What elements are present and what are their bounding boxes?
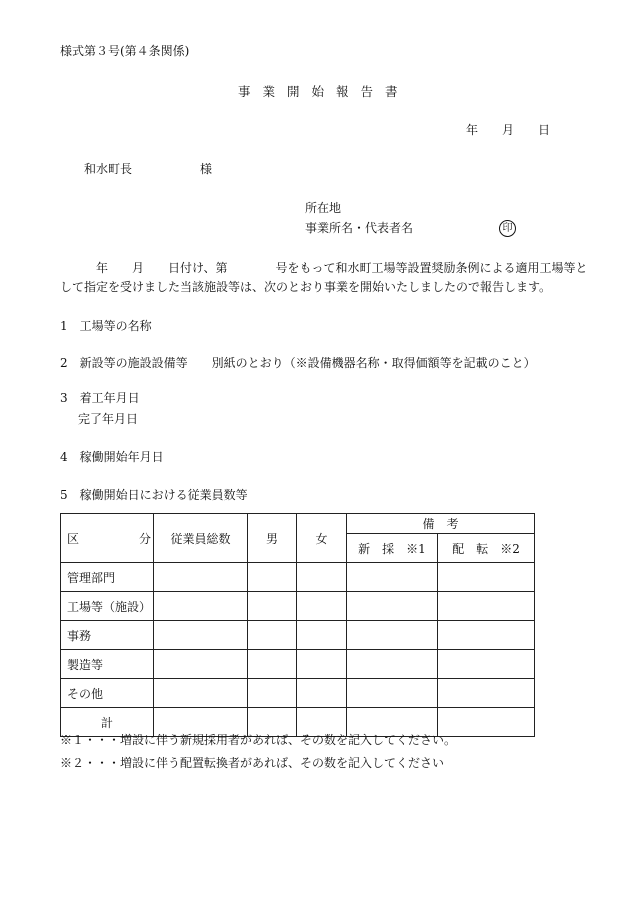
header-remarks: 備 考	[347, 514, 535, 534]
cell-total[interactable]	[154, 621, 248, 650]
table-row	[61, 592, 535, 621]
cell-new-hire[interactable]	[347, 592, 438, 621]
row-label: 製造等	[61, 650, 154, 679]
cell-transfer[interactable]	[438, 679, 535, 708]
header-female: 女	[297, 514, 347, 563]
cell-male[interactable]	[248, 563, 297, 592]
addressee-honorific: 様	[200, 162, 213, 176]
seal-icon: 印	[499, 220, 516, 237]
cell-new-hire[interactable]	[347, 650, 438, 679]
table-row	[61, 563, 535, 592]
cell-transfer[interactable]	[438, 650, 535, 679]
row-label: 管理部門	[61, 563, 154, 592]
item-4: 4 稼働開始年月日	[60, 450, 164, 464]
cell-female[interactable]	[297, 592, 347, 621]
seal-mark	[499, 219, 516, 237]
note-2: ※２・・・増設に伴う配置転換者があれば、その数を記入してください	[60, 756, 445, 770]
cell-transfer[interactable]	[438, 563, 535, 592]
cell-new-hire[interactable]	[347, 563, 438, 592]
cell-total[interactable]	[154, 592, 248, 621]
body-line-2: して指定を受けました当該施設等は、次のとおり事業を開始いたしましたので報告します。	[60, 280, 552, 294]
row-label: 事務	[61, 621, 154, 650]
cell-male[interactable]	[248, 621, 297, 650]
cell-female[interactable]	[297, 679, 347, 708]
table-row	[61, 621, 535, 650]
representative-label: 事業所名・代表者名	[305, 221, 414, 235]
cell-male[interactable]	[248, 679, 297, 708]
table-row	[61, 679, 535, 708]
row-label-total: 計	[61, 708, 154, 737]
item-3-start: 3 着工年月日	[60, 391, 140, 405]
note-1: ※１・・・増設に伴う新規採用者があれば、その数を記入してください。	[60, 733, 457, 747]
employee-table	[60, 513, 535, 737]
table-header-row	[61, 514, 535, 534]
cell-male[interactable]	[248, 592, 297, 621]
cell-total[interactable]	[154, 679, 248, 708]
cell-total[interactable]	[154, 650, 248, 679]
header-male: 男	[248, 514, 297, 563]
date-line: 年 月 日	[466, 123, 551, 137]
form-number: 様式第３号(第４条関係)	[60, 44, 190, 58]
page-title: 事業開始報告書	[238, 84, 410, 99]
cell-female[interactable]	[297, 621, 347, 650]
header-total: 従業員総数	[154, 514, 248, 563]
cell-new-hire[interactable]	[347, 679, 438, 708]
cell-transfer[interactable]	[438, 621, 535, 650]
cell-male[interactable]	[248, 650, 297, 679]
row-label: 工場等（施設）	[61, 592, 154, 621]
address-label: 所在地	[305, 201, 342, 215]
body-line-1: 年 月 日付け、第 号をもって和水町工場等設置奨励条例による適用工場等と	[96, 261, 588, 275]
header-category: 区 分	[61, 514, 154, 563]
cell-female[interactable]	[297, 650, 347, 679]
item-5: 5 稼働開始日における従業員数等	[60, 488, 248, 502]
item-3-complete: 完了年月日	[78, 412, 139, 426]
item-2: 2 新設等の施設設備等 別紙のとおり（※設備機器名称・取得価額等を記載のこと）	[60, 356, 536, 370]
cell-transfer[interactable]	[438, 592, 535, 621]
table-row	[61, 650, 535, 679]
item-1: 1 工場等の名称	[60, 319, 152, 333]
cell-total[interactable]	[154, 563, 248, 592]
addressee-name: 和水町長	[84, 162, 133, 176]
cell-new-hire[interactable]	[347, 621, 438, 650]
cell-female[interactable]	[297, 563, 347, 592]
header-new-hire: 新 採 ※1	[347, 534, 438, 563]
header-transfer: 配 転 ※2	[438, 534, 535, 563]
row-label: その他	[61, 679, 154, 708]
